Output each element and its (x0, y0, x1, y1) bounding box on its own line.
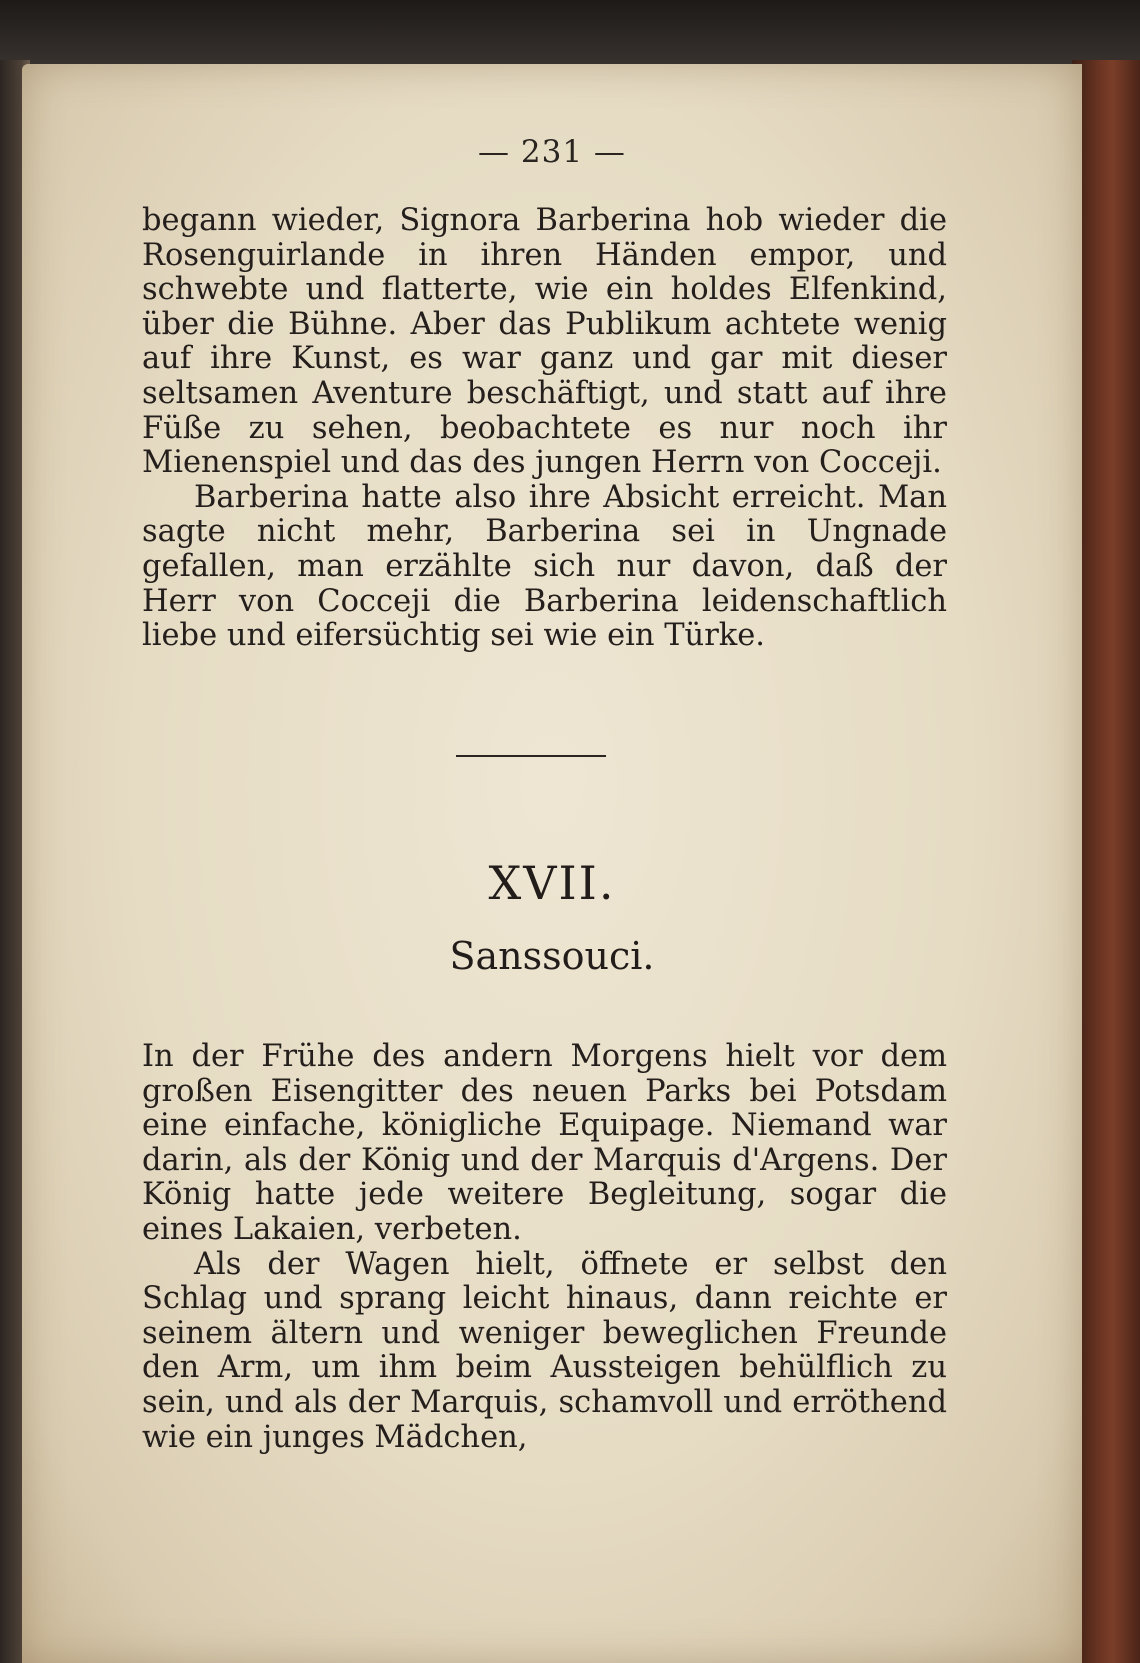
chapter-title: Sanssouci. (449, 934, 655, 978)
text-section-2 (142, 1040, 947, 1455)
paragraph: In der Frühe des andern Morgens hielt vor dem großen Eisengitter des neuen Parks bei Potsdam eine einfache, königliche Equipage. Niemand war darin, als der König und der Marquis d'Argens. Der König hatte jede weitere Begleitung, sogar die eines Lakaien, verbeten. (142, 1039, 947, 1247)
section-separator-rule (456, 755, 606, 757)
text-section-1 (142, 204, 947, 654)
book-page (22, 64, 1082, 1663)
paragraph: begann wieder, Signora Barberina hob wieder die Rosenguirlande in ihren Händen empor, und schwebte und flatterte, wie ein holdes Elfenkind, über die Bühne. Aber das Publikum achtete wenig auf ihre Kunst, es war ganz und gar mit dieser seltsamen Aventure beschäftigt, und statt auf ihre Füße zu sehen, beobachtete es nur noch ihr Mienenspiel und das des jungen Herrn von Cocceji. (142, 203, 947, 481)
page-number: — 231 — (478, 134, 626, 170)
book-top-edge (0, 0, 1140, 70)
paragraph: Barberina hatte also ihre Absicht erreicht. Man sagte nicht mehr, Barberina sei in Ungnade gefallen, man erzählte sich nur davon, daß der Herr von Cocceji die Barberina leidenschaftlich liebe und eifersüchtig sei wie ein Türke. (142, 479, 947, 654)
book-cover-edge (1072, 60, 1140, 1663)
paragraph: Als der Wagen hielt, öffnete er selbst den Schlag und sprang leicht hinaus, dann reichte er seinem ältern und weniger beweglichen Freunde den Arm, um ihm beim Aussteigen behülflich zu sein, und als der Marquis, schamvoll und erröthend wie ein junges Mädchen, (142, 1246, 947, 1455)
chapter-number: XVII. (488, 856, 616, 910)
